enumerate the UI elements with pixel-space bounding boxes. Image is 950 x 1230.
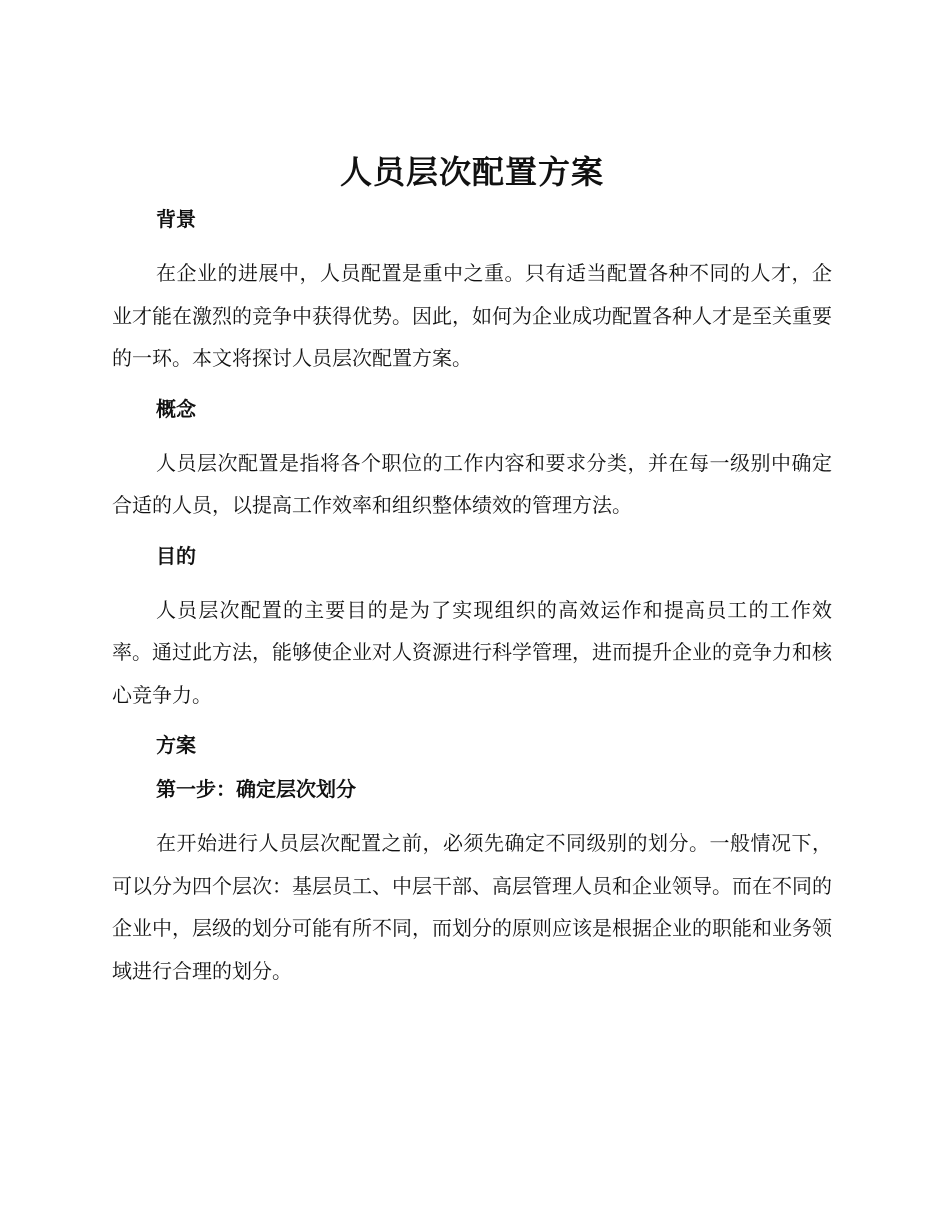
paragraph-step1: 在开始进行人员层次配置之前，必须先确定不同级别的划分。一般情况下，可以分为四个层次：基层员工、中层干部、高层管理人员和企业领导。而在不同的企业中，层级的划分可能有所不同，而划分的原则应该是根据企业的职能和业务领域进行合理的划分。 [112, 831, 832, 983]
section-heading-background: 背景 [156, 207, 196, 231]
document-title: 人员层次配置方案 [339, 153, 604, 191]
section-heading-plan: 方案 [156, 733, 196, 757]
section-heading-concept: 概念 [156, 396, 196, 421]
paragraph-concept: 人员层次配置是指将各个职位的工作内容和要求分类，并在每一级别中确定合适的人员，以提高工作效率和组织整体绩效的管理方法。 [112, 450, 832, 517]
subsection-heading-step1: 第一步：确定层次划分 [156, 777, 356, 801]
section-heading-purpose: 目的 [156, 543, 196, 568]
paragraph-background: 在企业的进展中，人员配置是重中之重。只有适当配置各种不同的人才，企业才能在激烈的竞争中获得优势。因此，如何为企业成功配置各种人才是至关重要的一环。本文将探讨人员层次配置方案。 [112, 261, 832, 370]
document-page [112, 150, 832, 992]
paragraph-purpose: 人员层次配置的主要目的是为了实现组织的高效运作和提高员工的工作效率。通过此方法，能够使企业对人资源进行科学管理，进而提升企业的竞争力和核心竞争力。 [112, 597, 832, 707]
